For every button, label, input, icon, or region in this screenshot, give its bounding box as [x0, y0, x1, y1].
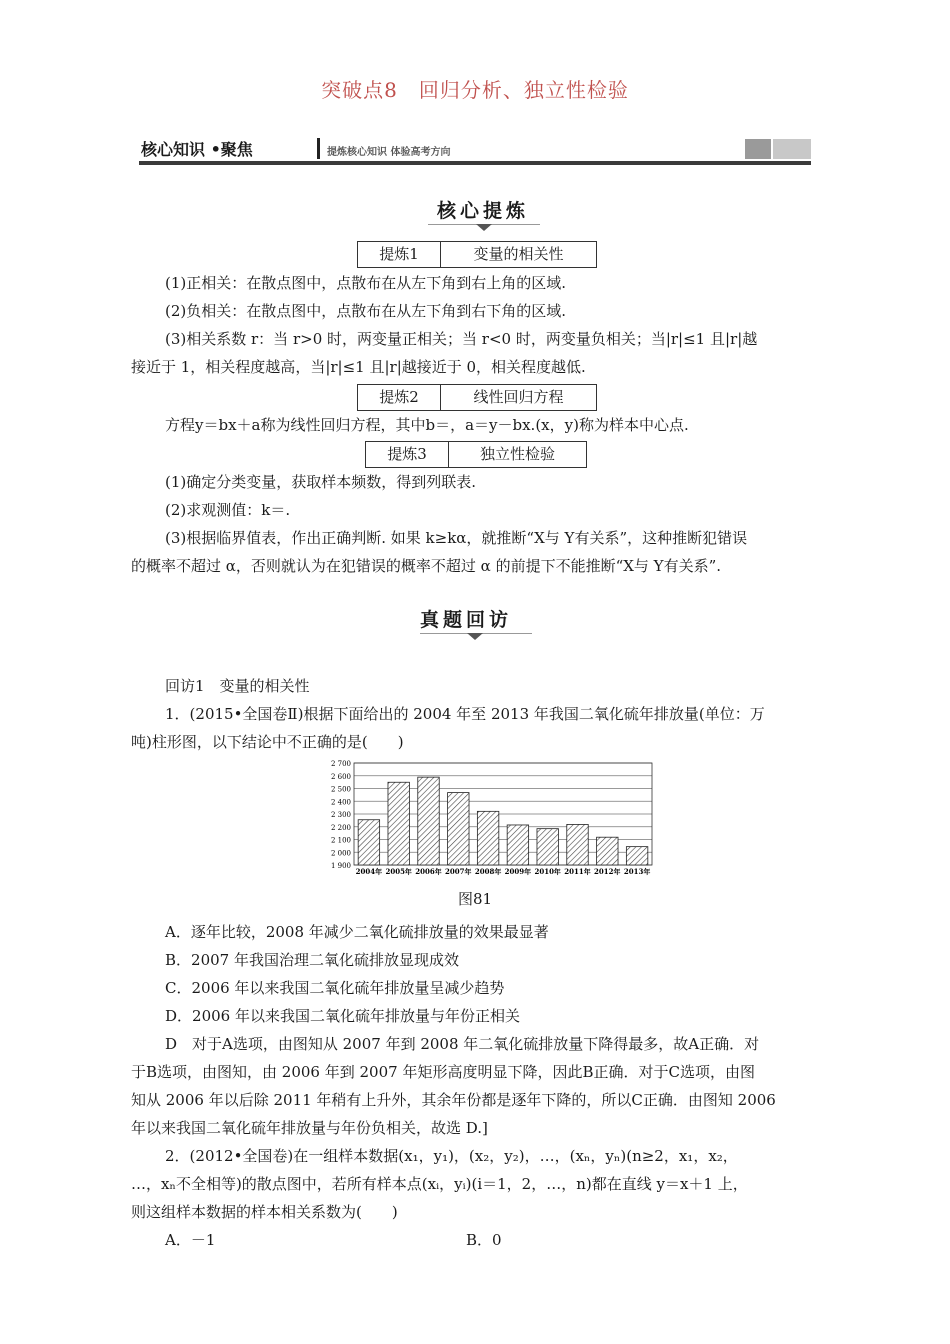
tilian-name: 变量的相关性: [473, 245, 564, 263]
bar: [597, 837, 618, 865]
paragraph: (1)正相关：在散点图中，点散布在从左下角到右上角的区域.: [165, 274, 567, 292]
answer-text: 于B选项，由图知，由 2006 年到 2007 年矩形高度明显下降，因此B正确．对于C选项，由图: [131, 1063, 755, 1081]
x-tick-label: 2011年: [564, 867, 591, 876]
banner-subtitle: 提炼核心知识 体验高考方向: [327, 147, 451, 158]
paragraph: (1)确定分类变量，获取样本频数，得到列联表.: [165, 473, 477, 491]
banner-label: 核心知识 •聚焦: [141, 140, 253, 159]
x-tick-label: 2010年: [534, 867, 561, 876]
bar: [418, 777, 439, 865]
x-tick-label: 2005年: [385, 867, 412, 876]
option-a: A．－1: [165, 1231, 216, 1249]
x-tick-label: 2004年: [355, 867, 383, 876]
paragraph: 接近于 1，相关程度越高，当|r|≤1 且|r|越接近于 0，相关程度越低.: [131, 358, 586, 376]
paragraph: (3)根据临界值表，作出正确判断. 如果 k≥kα，就推断“X与 Y有关系”，这种推断犯错误: [165, 529, 748, 547]
answer-text: D 对于A选项，由图知从 2007 年到 2008 年二氧化硫排放量下降得最多，故A正确．对: [165, 1035, 760, 1053]
tilian-tag: 提炼3: [366, 442, 449, 467]
subsection-label: 回访1 变量的相关性: [165, 677, 310, 695]
option-b: B．2007 年我国治理二氧化硫排放显现成效: [165, 951, 459, 969]
question-text: …，xₙ不全相等)的散点图中，若所有样本点(xᵢ，yᵢ)(i＝1，2，…，n)都在直线 y＝x＋1 上，: [131, 1175, 748, 1193]
figure-caption: 图81: [458, 890, 493, 908]
paragraph: 方程y＝bx＋a称为线性回归方程，其中b＝，a＝y－bx.(x，y)称为样本中心点.: [165, 416, 689, 434]
bar: [388, 782, 409, 865]
bar: [626, 847, 647, 865]
page-title: 突破点8 回归分析、独立性检验: [321, 78, 629, 102]
tilian-tag: 提炼2: [358, 385, 441, 410]
bar: [537, 829, 558, 865]
answer-text: 知从 2006 年以后除 2011 年稍有上升外，其余年份都是逐年下降的，所以C正确．由图知 2006: [131, 1091, 776, 1109]
x-tick-label: 2007年: [445, 867, 472, 876]
option-c: C．2006 年以来我国二氧化硫年排放量呈减少趋势: [165, 979, 505, 997]
heading-arrow-icon: [476, 224, 492, 231]
y-tick-label: 2 100: [330, 836, 351, 845]
tilian-tag: 提炼1: [358, 242, 441, 267]
section-banner: [139, 137, 811, 165]
bar: [448, 793, 469, 865]
answer-text: 年以来我国二氧化硫年排放量与年份负相关，故选 D.]: [131, 1119, 488, 1137]
banner-rule: [139, 161, 811, 165]
paragraph: (3)相关系数 r：当 r>0 时，两变量正相关；当 r<0 时，两变量负相关；当|r|≤1 且|r|越: [165, 330, 758, 348]
question-text: 吨)柱形图，以下结论中不正确的是( ): [131, 733, 404, 751]
y-tick-label: 2 200: [330, 823, 351, 832]
y-tick-label: 2 000: [330, 849, 351, 858]
option-b: B．0: [466, 1231, 502, 1249]
tilian-box-2: [357, 384, 597, 411]
option-a: A．逐年比较，2008 年减少二氧化硫排放量的效果最显著: [165, 923, 549, 941]
bar: [567, 824, 588, 865]
tilian-box-3: [365, 441, 587, 468]
tilian-name: 线性回归方程: [473, 388, 564, 406]
x-tick-label: 2013年: [623, 867, 651, 876]
y-tick-label: 2 700: [330, 760, 351, 768]
x-tick-label: 2009年: [504, 867, 532, 876]
section-heading-exam: 真题回访: [420, 609, 513, 631]
question-text: 2．(2012•全国卷)在一组样本数据(x₁，y₁)，(x₂，y₂)，…，(xₙ，yₙ)(n≥2，x₁，x₂，: [165, 1147, 738, 1165]
y-tick-label: 2 600: [330, 772, 351, 781]
banner-decoration: [773, 139, 811, 159]
paragraph: (2)求观测值：k＝.: [165, 501, 291, 519]
paragraph: (2)负相关：在散点图中，点散布在从左下角到右下角的区域.: [165, 302, 567, 320]
bar: [358, 820, 379, 865]
x-tick-label: 2012年: [594, 867, 621, 876]
tilian-name: 独立性检验: [479, 445, 555, 463]
banner-divider: [317, 138, 320, 159]
question-text: 则这组样本数据的样本相关系数为( ): [131, 1203, 398, 1221]
heading-arrow-icon: [467, 633, 483, 640]
banner-decoration: [745, 139, 771, 159]
bar: [507, 825, 528, 865]
so2-emission-bar-chart: [318, 757, 660, 879]
y-tick-label: 1 900: [330, 862, 351, 870]
section-heading-core: 核心提炼: [437, 200, 530, 222]
question-text: 1．(2015•全国卷Ⅱ)根据下面给出的 2004 年至 2013 年我国二氧化硫年排放量(单位：万: [165, 705, 765, 723]
option-d: D．2006 年以来我国二氧化硫年排放量与年份正相关: [165, 1007, 520, 1025]
y-tick-label: 2 400: [330, 798, 351, 807]
x-tick-label: 2006年: [415, 867, 442, 876]
paragraph: 的概率不超过 α，否则就认为在犯错误的概率不超过 α 的前提下不能推断“X与 Y有关系”.: [131, 557, 722, 575]
y-tick-label: 2 500: [330, 785, 351, 794]
tilian-box-1: [357, 241, 597, 268]
y-tick-label: 2 300: [330, 811, 351, 819]
bar: [477, 811, 498, 865]
x-tick-label: 2008年: [474, 867, 502, 876]
